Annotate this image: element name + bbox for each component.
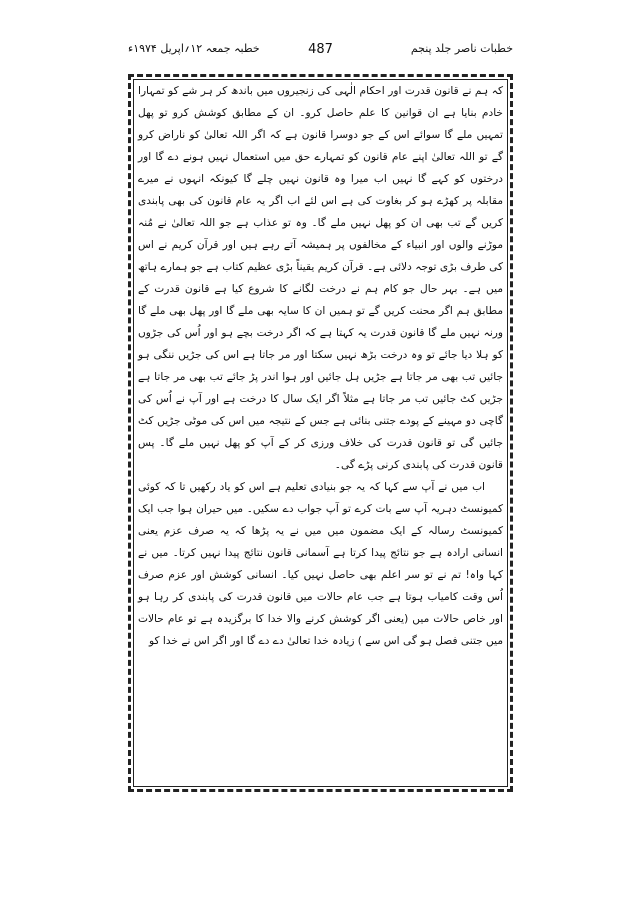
page-number: 487 bbox=[308, 42, 333, 57]
paragraph-2: اب میں نے آپ سے کہا کہ یہ جو بنیادی تعلیم ہے اس کو یاد رکھیں تا کہ کوئی کمیونسٹ دہریہ آپ سے بات کرے تو آپ جواب دے سکیں۔ میں حیران ہوا جب ایک کمیونسٹ رسالہ کے ایک مضمون میں میں نے یہ پڑھا کہ یہ صرف عزم یعنی انسانی ارادہ ہے جو نتائج پیدا کرتا ہے آسمانی قانون نتائج پیدا نہیں کرتا۔ میں نے کہا واہ! تم نے تو سر اعلم بھی حاصل نہیں کیا۔ انسانی کوشش اور عزم صرف اُس وقت کامیاب ہوتا ہے جب عام حالات میں قانون قدرت کی پابندی کر رہا ہو اور خاص حالات میں (یعنی اگر کوشش کرنے والا خدا کا برگزیدہ ہے تو عام حالات میں جتنی فصل ہو گی اس سے ) زیادہ خدا تعالیٰ دے دے گا اور اگر اس نے خدا کو bbox=[138, 481, 503, 647]
body-text bbox=[134, 80, 507, 785]
header-book-title: خطبات ناصر جلد پنجم bbox=[410, 42, 513, 55]
page-header bbox=[128, 42, 513, 66]
paragraph-1: کہ ہم نے قانون قدرت اور احکام الٰہی کی زنجیروں میں باندھ کر ہر شے کو تمہارا خادم بنایا ہے ان قوانین کا علم حاصل کرو۔ ان کے مطابق کوشش کرو تو پھل تمہیں ملے گا سوائے اس کے جو دوسرا قانون ہے کہ اگر اللہ تعالیٰ کو ناراض کرو گے تو اللہ تعالیٰ اپنے عام قانون کو تمہارے حق میں استعمال نہیں ہونے دے گا اور درختوں کو کہے گا نہیں اب میرا وہ قانون نہیں چلے گا کیونکہ انہوں نے میرے مقابلہ پر کھڑے ہو کر بغاوت کی ہے اس لئے اب اگر یہ عام قانون کی بھی پابندی کریں گے تب بھی ان کو پھل نہیں ملے گا۔ وہ تو عذاب ہے جو اللہ تعالیٰ نے مُنہ موڑنے والوں اور انبیاء کے مخالفوں پر ہمیشہ آتے رہے ہیں اور قرآن کریم نے اس کی طرف بڑی توجہ دلائی ہے۔ قرآن کریم یقیناً بڑی عظیم کتاب ہے جو ہمارے ہاتھ میں ہے۔ بہر حال جو کام ہم نے درخت لگانے کا شروع کیا ہے قانون قدرت کے مطابق ہم اگر محنت کریں گے تو ہمیں ان کا سایہ بھی ملے گا اور پھل بھی ملے گا ورنہ نہیں ملے گا قانون قدرت یہ کہتا ہے کہ اگر درخت بچے ہو اور اُس کی جڑوں کو ہلا دیا جائے تو وہ درخت بڑھ نہیں سکتا اور مر جاتا ہے اس کی جڑیں ننگی ہو جائیں تب بھی مر جاتا ہے جڑیں ہل جائیں اور ہوا اندر پڑ جائے تب بھی مر جاتا ہے جڑیں کٹ جائیں تب مر جاتا ہے مثلاً اگر ایک سال کا درخت ہے اور آپ نے اُس کی گاچی دو مہینے کے پودے جتنی بنائی ہے جس کے نتیجہ میں اس کی موٹی جڑیں کٹ جائیں گی تو قانون قدرت کی خلاف ورزی کر کے آپ کو پھل نہیں ملے گا۔ پس قانون قدرت کی پابندی کرنی پڑے گی۔ bbox=[138, 85, 503, 471]
header-sermon-date: خطبہ جمعہ ۱۲؍اپریل ۱۹۷۴ء bbox=[128, 42, 260, 55]
